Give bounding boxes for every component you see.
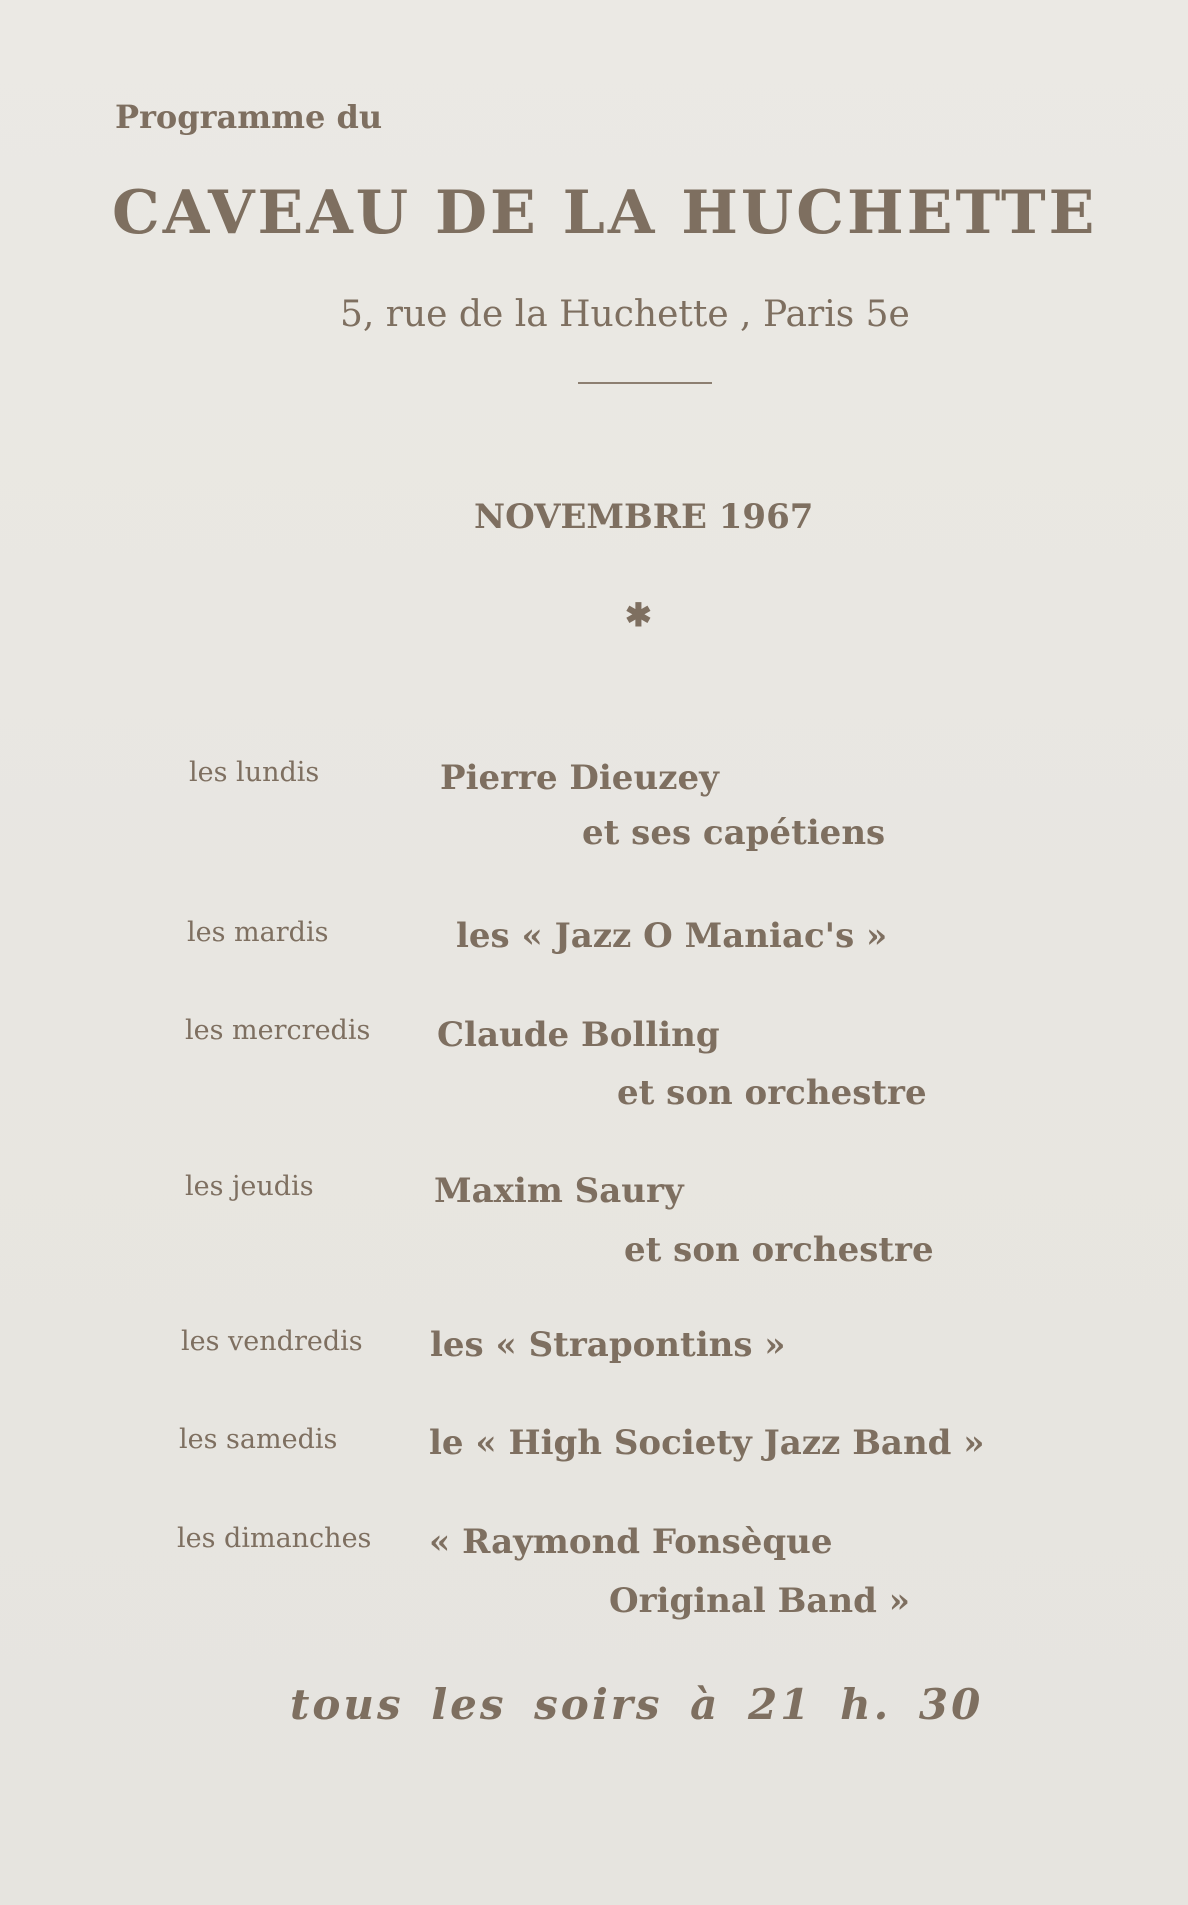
- day-label-friday: les vendredis: [181, 1326, 363, 1357]
- venue-address: 5, rue de la Huchette , Paris 5e: [340, 294, 910, 335]
- band-sunday-line1: « Raymond Fonsèque: [429, 1522, 833, 1562]
- showtime-footer: tous les soirs à 21 h. 30: [290, 1680, 984, 1729]
- day-label-monday: les lundis: [189, 757, 320, 788]
- band-thursday-line2: et son orchestre: [624, 1230, 934, 1270]
- band-wednesday-line2: et son orchestre: [617, 1073, 927, 1113]
- band-monday-line1: Pierre Dieuzey: [440, 758, 719, 798]
- day-label-tuesday: les mardis: [187, 917, 329, 948]
- day-label-saturday: les samedis: [179, 1424, 338, 1455]
- programme-label: Programme du: [115, 98, 383, 136]
- program-month: NOVEMBRE 1967: [474, 497, 814, 537]
- band-sunday-line2: Original Band »: [609, 1581, 910, 1621]
- band-wednesday-line1: Claude Bolling: [437, 1015, 720, 1055]
- band-saturday-line1: le « High Society Jazz Band »: [429, 1423, 985, 1463]
- venue-title: CAVEAU DE LA HUCHETTE: [112, 178, 1098, 248]
- star-ornament-icon: ✱: [625, 596, 652, 634]
- band-thursday-line1: Maxim Saury: [434, 1171, 684, 1211]
- band-monday-line2: et ses capétiens: [582, 813, 886, 853]
- divider-rule: [578, 382, 712, 384]
- day-label-wednesday: les mercredis: [185, 1015, 371, 1046]
- day-label-sunday: les dimanches: [177, 1523, 372, 1554]
- band-friday-line1: les « Strapontins »: [430, 1325, 786, 1365]
- band-tuesday-line1: les « Jazz O Maniac's »: [456, 916, 888, 956]
- day-label-thursday: les jeudis: [185, 1171, 314, 1202]
